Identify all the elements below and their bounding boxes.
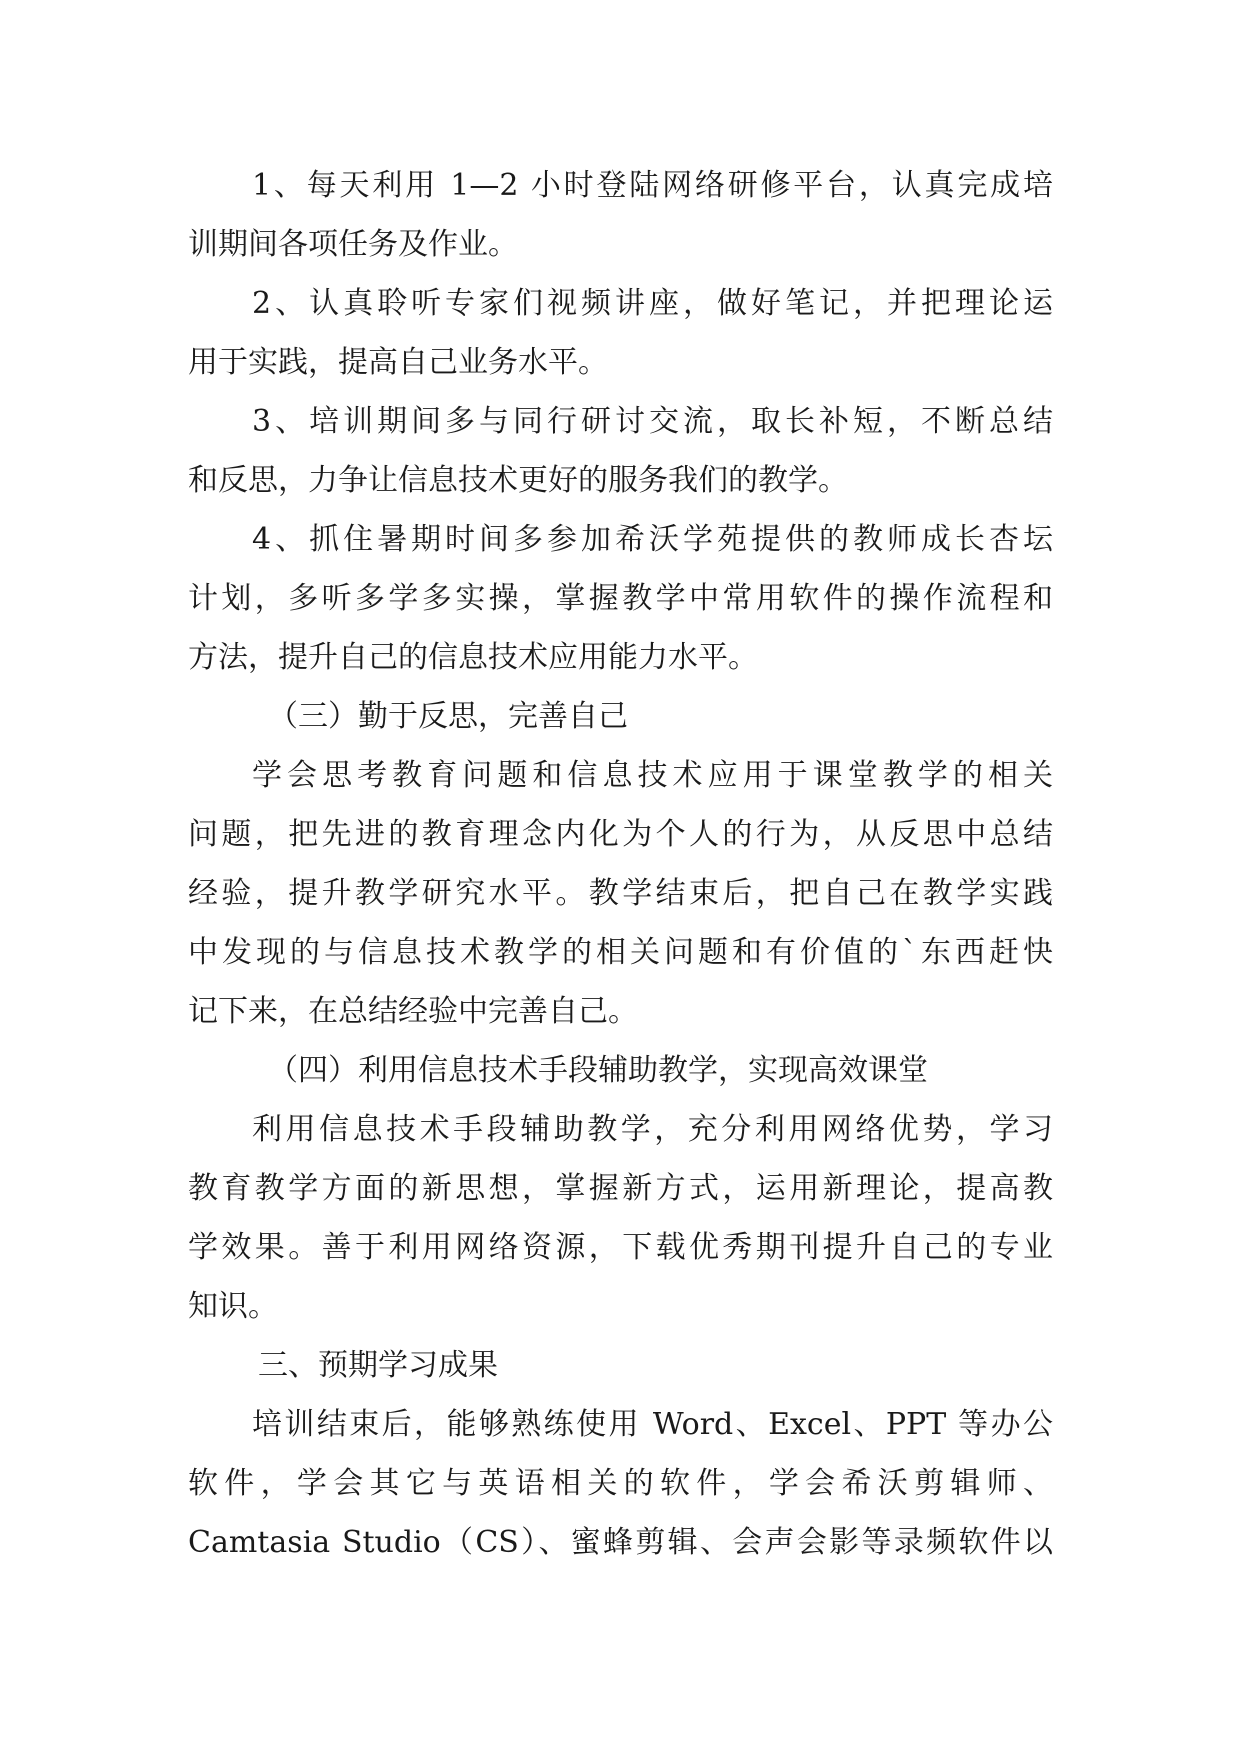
paragraph-line: 和反思，力争让信息技术更好的服务我们的教学。 xyxy=(188,463,848,498)
paragraph-line: 用于实践，提高自己业务水平。 xyxy=(188,345,608,380)
paragraph-line: 培训结束后，能够熟练使用 Word、Excel、PPT 等办公 xyxy=(252,1407,1053,1442)
paragraph-line: 学会思考教育问题和信息技术应用于课堂教学的相关 xyxy=(252,758,1053,793)
paragraph-line: 学效果。善于利用网络资源，下载优秀期刊提升自己的专业 xyxy=(188,1230,1053,1265)
paragraph-line: 方法，提升自己的信息技术应用能力水平。 xyxy=(188,640,758,675)
paragraph-line: 训期间各项任务及作业。 xyxy=(188,227,518,262)
paragraph-line: 问题，把先进的教育理念内化为个人的行为，从反思中总结 xyxy=(188,817,1053,852)
section-heading: （四）利用信息技术手段辅助教学，实现高效课堂 xyxy=(268,1053,928,1088)
paragraph-line: 软件，学会其它与英语相关的软件，学会希沃剪辑师、 xyxy=(188,1466,1053,1501)
paragraph-line: 知识。 xyxy=(188,1289,278,1324)
section-heading: （三）勤于反思，完善自己 xyxy=(268,699,628,734)
paragraph-line: 教育教学方面的新思想，掌握新方式，运用新理论，提高教 xyxy=(188,1171,1053,1206)
paragraph-line: 计划，多听多学多实操，掌握教学中常用软件的操作流程和 xyxy=(188,581,1053,616)
section-title: 三、预期学习成果 xyxy=(258,1348,498,1383)
paragraph-line: 中发现的与信息技术教学的相关问题和有价值的`东西赶快 xyxy=(188,935,1053,970)
paragraph-line: 4、抓住暑期时间多参加希沃学苑提供的教师成长杏坛 xyxy=(252,522,1053,557)
paragraph-line: 2、认真聆听专家们视频讲座，做好笔记，并把理论运 xyxy=(252,286,1053,321)
document-body xyxy=(188,156,1053,1572)
paragraph-line: 利用信息技术手段辅助教学，充分利用网络优势，学习 xyxy=(252,1112,1053,1147)
paragraph-line: 3、培训期间多与同行研讨交流，取长补短，不断总结 xyxy=(252,404,1053,439)
paragraph-line: 1、每天利用 1—2 小时登陆网络研修平台，认真完成培 xyxy=(252,168,1053,203)
paragraph-line: 经验，提升教学研究水平。教学结束后，把自己在教学实践 xyxy=(188,876,1053,911)
paragraph-line: 记下来，在总结经验中完善自己。 xyxy=(188,994,638,1029)
paragraph-line: Camtasia Studio（CS）、蜜蜂剪辑、会声会影等录频软件以 xyxy=(188,1525,1053,1560)
